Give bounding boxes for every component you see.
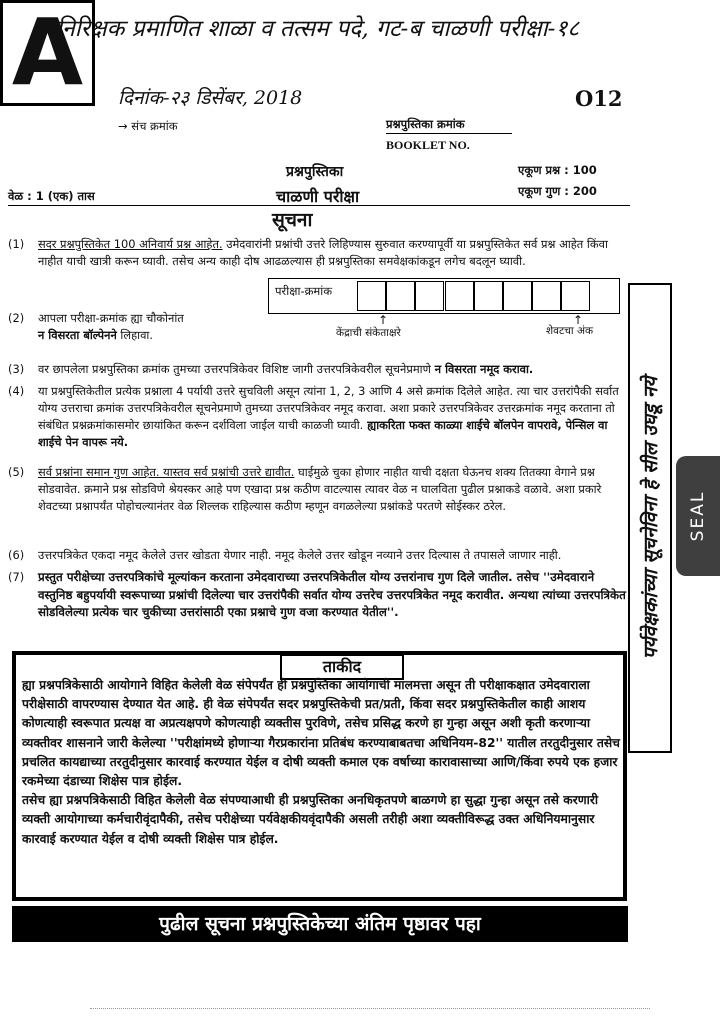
- booklet-title: प्रश्नपुस्तिका: [286, 164, 344, 180]
- centre-code-label: केंद्राची संकेताक्षरे: [336, 327, 401, 339]
- handwritten-exam-title: निरिक्षक प्रमाणित शाळा व तत्सम पदे, गट-ब चाळणी परीक्षा-१८: [56, 16, 580, 42]
- instruction-7: [8, 569, 628, 641]
- booklet-label-en: BOOKLET NO.: [386, 138, 470, 152]
- roll-number-label: परीक्षा-क्रमांक: [275, 284, 333, 298]
- instruction-number: (2): [8, 311, 25, 325]
- instruction-text-underlined: सर्व प्रश्नांना समान गुण आहेत. यास्तव सर्व प्रश्नांची उत्तरे द्यावीत.: [38, 465, 295, 479]
- total-marks: एकूण गुण : 200: [518, 184, 597, 198]
- instruction-text-bold: न विसरता बॉल्पेनने: [38, 328, 117, 342]
- instruction-text-bold: न विसरता नमूद करावा.: [430, 362, 534, 376]
- roll-cell-3[interactable]: [415, 281, 444, 311]
- roll-number-cells[interactable]: [357, 281, 617, 311]
- instruction-6: [8, 547, 628, 565]
- next-instructions-banner: पुढील सूचना प्रश्नपुस्तिकेच्या अंतिम पृष्ठावर पहा: [12, 906, 628, 942]
- screening-test-title: चाळणी परीक्षा: [276, 187, 360, 206]
- instruction-text: या प्रश्नपुस्तिकेतील प्रत्येक प्रश्नाला 4 पर्यायी उत्तरे सुचविली असून त्यांना 1, 2, 3 आणि 4 असे क्रमांक दिलेले आहेत. त्या चार उत्तरांपैकी सर्वात योग्य उत्तराचा क्रमांक उत्तरपत्रिकेवरील सूचनेप्रमाणे तुमच्या उत्तरपत्रिकेवर नमूद करावा. अशा प्रकारे उत्तरपत्रिकेवर उत्तरक्रमांक नमूद करताना तो संबंधित प्रश्नक्रमांकासमोर छायांकित करून दर्शविला जाईल याची काळजी घ्यावी.: [38, 384, 619, 432]
- roll-cell-1[interactable]: [357, 281, 386, 311]
- instruction-2: [8, 310, 278, 346]
- instruction-5: [8, 464, 628, 534]
- instruction-4: [8, 383, 628, 453]
- time-duration: वेळ : 1 (एक) तास: [8, 189, 95, 203]
- instruction-text: वर छापलेला प्रश्नपुस्तिका क्रमांक तुमच्या उत्तरपत्रिकेवर विशिष्ट जागी उत्तरपत्रिकेवरील सूचनेप्रमाणे: [38, 362, 431, 376]
- instruction-text: उत्तरपत्रिकेत एकदा नमूद केलेले उत्तर खोडता येणार नाही. नमूद केलेले उत्तर खोडून नव्याने उत्तर दिल्यास ते तपासले जाणार नाही.: [38, 548, 562, 562]
- total-questions: एकूण प्रश्न : 100: [518, 163, 597, 177]
- booklet-label-mr: प्रश्नपुस्तिका क्रमांक: [386, 116, 512, 134]
- warning-paragraph-1: ह्या प्रश्नपत्रिकेसाठी आयोगाने विहित केलेली वेळ संपेपर्यंत ही प्रश्नपुस्तिका आयोगाची मालमत्ता असून ती परीक्षाकक्षात उमेदवाराला परीक्षेसाठी वापरण्यास देण्यात येत आहे. ही वेळ संपेपर्यंत सदर प्रश्नपुस्तिकेची प्रत/प्रती, किंवा सदर प्रश्नपुस्तिकेतील काही आशय कोणत्याही स्वरूपात प्रत्यक्ष वा अप्रत्यक्षपणे कोणत्याही व्यक्तीस पुरविणे, तसेच प्रसिद्ध करणे हा गुन्हा असून अशी कृती करणाऱ्या व्यक्तीवर शासनाने जारी केलेल्या ''परीक्षांमध्ये होणाऱ्या गैरप्रकारांना प्रतिबंध करण्याबाबतचा अधिनियम-82'' यातील तरतुदीनुसार तसेच प्रचलित कायद्याच्या तरतुदीनुसार कारवाई करण्यात येईल व दोषी व्यक्ती कमाल एक वर्षाच्या कारावासाच्या आणि/किंवा रुपये एक हजार रकमेच्या दंडाच्या शिक्षेस पात्र होईल.: [22, 678, 620, 789]
- warning-paragraph-2: तसेच ह्या प्रश्नपत्रिकेसाठी विहित केलेली वेळ संपण्याआधी ही प्रश्नपुस्तिका अनधिकृतपणे बाळगणे हा सुद्धा गुन्हा असून तसे करणारी व्यक्ती आयोगाच्या कर्मचारीवृंदापैकी, तसेच परीक्षेच्या पर्यवेक्षकीयवृंदापैकी असली तरीही अशा व्यक्तीविरूद्ध उक्त अधिनियमानुसार कारवाई करण्यात येईल व दोषी व्यक्ती शिक्षेस पात्र होईल.: [22, 793, 599, 846]
- roll-cell-2[interactable]: [386, 281, 415, 311]
- instruction-number: (7): [8, 570, 25, 584]
- instruction-number: (5): [8, 465, 25, 479]
- instruction-text: लिहावा.: [116, 328, 153, 342]
- roll-cell-6[interactable]: [503, 281, 532, 311]
- instruction-number: (3): [8, 362, 25, 376]
- instruction-text: घाईमुळे चुका होणार नाहीत याची दक्षता घेऊनच शक्य तितक्या वेगाने प्रश्न सोडवावेत. क्रमाने प्रश्न सोडविणे श्रेयस्कर आहे पण एखादा प्रश्न कठीण वाटल्यास त्यावर वेळ न घालविता पुढील प्रश्नाकडे वळावे. अशा प्रकारे शेवटच्या प्रश्नापर्यंत पोहोचल्यानंतर वेळ शिल्लक राहिल्यास कठीण म्हणून वगळलेल्या प्रश्नांकडे परतणे सोईस्कर ठरेल.: [38, 465, 602, 513]
- instruction-3: [8, 361, 628, 379]
- seal-label: SEAL: [688, 490, 708, 542]
- warning-text: [22, 676, 622, 849]
- instruction-text: आपला परीक्षा-क्रमांक ह्या चौकोनांत: [38, 311, 184, 325]
- instruction-text-underlined: सदर प्रश्नपुस्तिकेत 100 अनिवार्य प्रश्न आहेत.: [38, 237, 223, 251]
- exam-date: दिनांक-२३ डिसेंबर, 2018: [118, 87, 303, 109]
- up-arrow-icon: ↑: [378, 313, 389, 327]
- seal-warning-text: पर्यवेक्षकांच्या सूचनेविना हे सील उघडू नये: [640, 376, 662, 660]
- warning-title: ताकीद: [280, 654, 404, 680]
- set-letter: A: [11, 0, 84, 106]
- instruction-text: उमेदवारांनी प्रश्नांची उत्तरे लिहिण्यास सुरुवात करण्यापूर्वी या प्रश्नपुस्तिकेत सर्व प्रश्न आहेत किंवा नाहीत याची खात्री करून घ्यावी. तसेच अन्य काही दोष आढळल्यास ही प्रश्नपुस्तिका समवेक्षकांकडून लगेच बदलून घ्यावी.: [38, 237, 608, 268]
- instructions-heading: सूचना: [272, 209, 313, 231]
- roll-number-box: [268, 278, 620, 314]
- instruction-text-bold: ह्याकरिता फक्त काळ्या शाईचे बॉलपेन वापरावे, पेन्सिल वा शाईचे पेन वापरू नये.: [38, 418, 608, 449]
- roll-cell-8[interactable]: [561, 281, 590, 311]
- seal-tab[interactable]: [676, 456, 720, 576]
- last-digit-label: शेवटचा अंक: [546, 325, 594, 337]
- instruction-number: (4): [8, 384, 25, 398]
- series-label: → संच क्रमांक: [118, 119, 178, 133]
- instruction-number: (1): [8, 237, 25, 251]
- roll-cell-7[interactable]: [532, 281, 561, 311]
- instruction-text-bold: प्रस्तुत परीक्षेच्या उत्तरपत्रिकांचे मूल्यांकन करताना उमेदवाराच्या उत्तरपत्रिकेतील योग्य उत्तरांनाच गुण दिले जातील. तसेच ''उमेदवाराने वस्तुनिष्ठ बहुपर्यायी स्वरूपाच्या प्रश्नांची दिलेल्या चार उत्तरांपैकी सर्वात योग्य उत्तरेच उत्तरपत्रिकेत नमूद करावीत. अन्यथा त्यांच्या उत्तरपत्रिकेत सोडविलेल्या प्रत्येक चार चुकीच्या उत्तरांसाठी एका प्रश्नाचे गुण वजा करण्यात येतील''.: [38, 570, 626, 619]
- bottom-edge-line: [90, 1008, 650, 1009]
- paper-code: O12: [575, 86, 623, 111]
- instruction-number: (6): [8, 548, 25, 562]
- roll-cell-5[interactable]: [474, 281, 503, 311]
- header-divider: [8, 205, 630, 206]
- up-arrow-icon: ↑: [573, 313, 584, 327]
- roll-cell-4[interactable]: [445, 281, 474, 311]
